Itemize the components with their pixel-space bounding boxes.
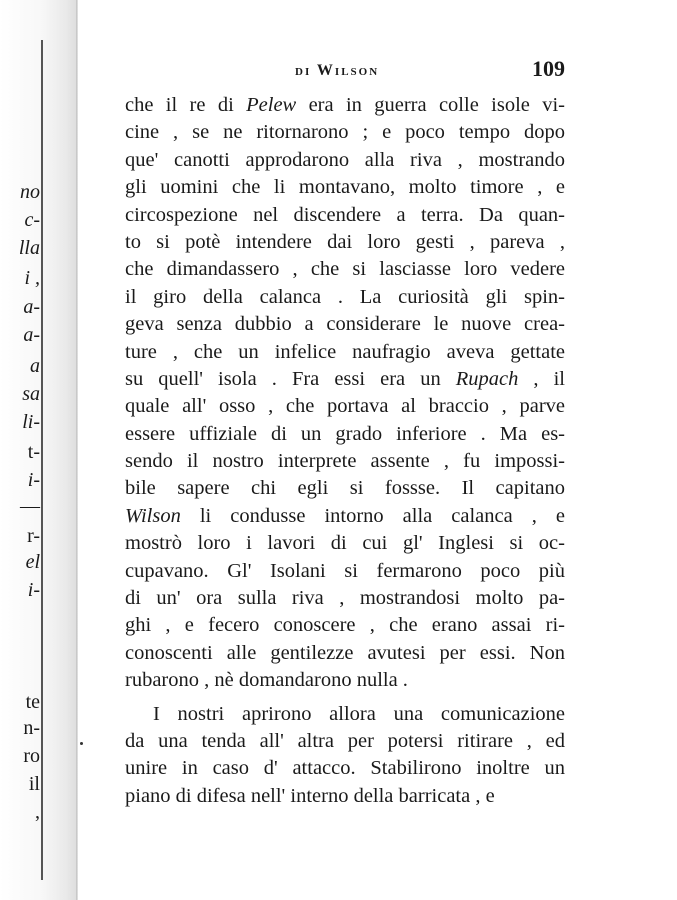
page-header <box>125 52 565 92</box>
text-line: il giro della calanca . La curiosità gli spin- <box>125 285 565 308</box>
facing-page-fragment: lla <box>18 237 40 259</box>
binding-line <box>41 40 43 880</box>
paragraph-1 <box>125 92 565 695</box>
page-fold <box>76 0 77 900</box>
text-line <box>125 503 565 530</box>
book-page <box>125 52 565 810</box>
facing-page-fragment: a- <box>23 296 40 318</box>
italic-name: Wilson <box>125 504 181 527</box>
text-line: essere uffiziale di un grado inferiore . Ma es- <box>125 422 565 445</box>
facing-page-fragment: t- <box>27 441 40 463</box>
facing-page-fragment: — <box>20 495 40 517</box>
facing-page-fragment: no <box>20 181 40 203</box>
facing-page-fragment: i- <box>27 469 40 491</box>
text-line: unire in caso d' attacco. Stabilirono inoltre un <box>125 757 565 780</box>
text-line: ture , che un infelice naufragio aveva gettate <box>125 340 565 363</box>
facing-page-fragment: el <box>25 551 40 573</box>
ink-speck <box>80 742 83 745</box>
text-line: to si potè intendere dai loro gesti , pareva , <box>125 230 565 253</box>
text-segment: su quell' isola . Fra essi era un <box>125 367 456 390</box>
text-line: I nostri aprirono allora una comunicazione <box>153 702 565 725</box>
text-line: da una tenda all' altra per potersi ritirare , ed <box>125 729 565 752</box>
facing-page-fragment: , <box>35 801 40 823</box>
paragraph-2 <box>125 701 565 811</box>
italic-name: Pelew <box>246 94 297 116</box>
text-line: che dimandassero , che si lasciasse loro vedere <box>125 258 565 281</box>
facing-page-fragment: sa <box>22 383 40 405</box>
text-segment: , il <box>518 367 565 390</box>
facing-page-fragment: n- <box>23 717 40 739</box>
text-line: gli uomini che li montavano, molto timore , e <box>125 176 565 199</box>
facing-page-fragment: a <box>30 355 40 377</box>
page-number: 109 <box>532 56 565 81</box>
text-line: circospezione nel discendere a terra. Da quan- <box>125 203 565 226</box>
text-line: mostrò loro i lavori di cui gl' Inglesi si oc- <box>125 532 565 555</box>
text-line: piano di difesa nell' interno della barricata , e <box>125 784 495 807</box>
italic-name: Rupach <box>455 367 519 390</box>
text-line: que' canotti approdarono alla riva , mostrando <box>125 148 565 171</box>
text-line: quale all' osso , che portava al braccio , parve <box>125 395 565 418</box>
text-line: ghi , e fecero conoscere , che erano assai ri- <box>125 614 565 637</box>
facing-page-fragment: te <box>25 691 40 713</box>
text-line: bile sapere chi egli si fossse. Il capitano <box>125 477 565 500</box>
text-line <box>125 92 565 119</box>
facing-page-fragment: c- <box>24 209 40 231</box>
text-line: sendo il nostro interprete assente , fu impossi- <box>125 450 565 473</box>
text-segment: che il re di <box>125 94 247 116</box>
facing-page-fragment: i , <box>24 267 40 289</box>
facing-page-fragment: ro <box>23 745 40 767</box>
running-head: di Wilson <box>295 62 380 79</box>
text-line: cine , se ne ritornarono ; e poco tempo dopo <box>125 121 565 144</box>
facing-page-fragment: i- <box>27 579 40 601</box>
text-line <box>125 366 565 393</box>
text-line: di un' ora sulla riva , mostrandosi molto pa- <box>125 587 565 610</box>
facing-page-fragment: il <box>28 773 40 795</box>
text-line: conoscenti alle gentilezze avutesi per essi. Non <box>125 641 565 664</box>
text-segment: era in guerra colle isole vi- <box>296 94 565 116</box>
facing-page-fragment: li- <box>22 411 40 433</box>
text-line: rubarono , nè domandarono nulla . <box>125 669 408 692</box>
text-line: cupavano. Gl' Isolani si fermarono poco più <box>125 559 565 582</box>
text-segment: li condusse intorno alla calanca , e <box>180 504 565 527</box>
facing-page-fragment: r- <box>27 525 40 547</box>
text-line: geva senza dubbio a considerare le nuove crea- <box>125 313 565 336</box>
facing-page-fragment: a- <box>23 324 40 346</box>
